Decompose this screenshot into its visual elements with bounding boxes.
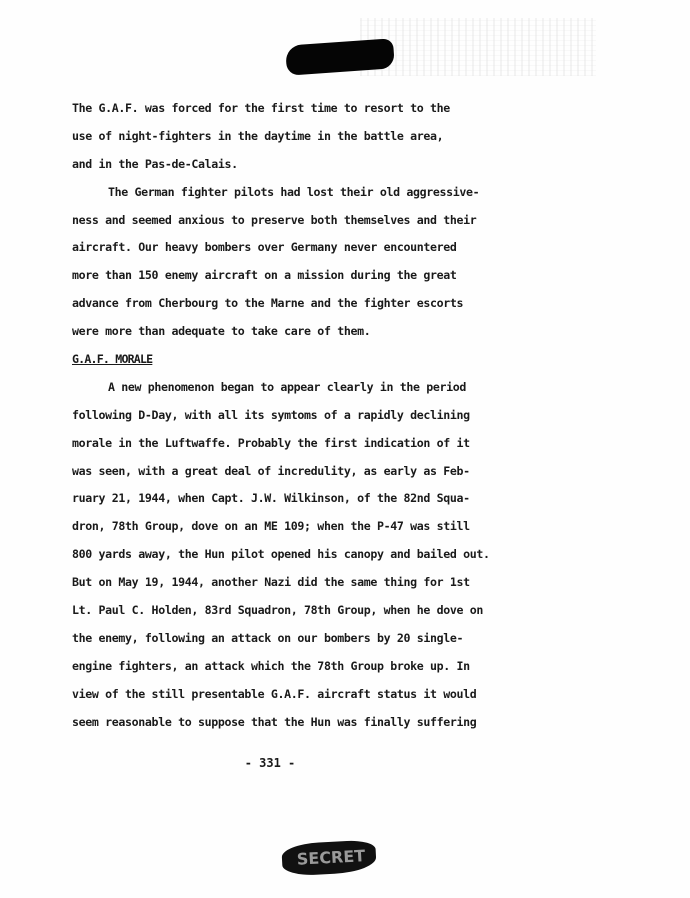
- text-line: The G.A.F. was forced for the first time to resort to the: [72, 101, 450, 115]
- section-heading: G.A.F. MORALE: [72, 352, 153, 367]
- text-line: engine fighters, an attack which the 78th Group broke up. In: [72, 658, 470, 673]
- text-line: 800 yards away, the Hun pilot opened his canopy and bailed out.: [72, 547, 490, 562]
- text-line: A new phenomenon began to appear clearly in the period: [108, 379, 467, 394]
- text-line: and in the Pas-de-Calais.: [72, 156, 238, 171]
- text-line: dron, 78th Group, dove on an ME 109; when the P-47 was still: [72, 519, 470, 534]
- text-line: use of night-fighters in the daytime in the battle area,: [72, 128, 444, 143]
- text-line: advance from Cherbourg to the Marne and the fighter escorts: [72, 296, 464, 311]
- text-line: ruary 21, 1944, when Capt. J.W. Wilkinson, of the 82nd Squa-: [72, 491, 470, 506]
- text-line: But on May 19, 1944, another Nazi did the same thing for 1st: [72, 575, 470, 590]
- text-line: was seen, with a great deal of incredulity, as early as Feb-: [72, 463, 470, 478]
- secret-stamp-label: SECRET: [296, 846, 366, 869]
- page-number: - 331 -: [244, 756, 296, 770]
- text-line: aircraft. Our heavy bombers over Germany never encountered: [72, 240, 457, 255]
- text-line: the enemy, following an attack on our bombers by 20 single-: [72, 630, 464, 645]
- faint-stamp-mark: [360, 18, 596, 76]
- text-line: The German fighter pilots had lost their old aggressive-: [108, 184, 480, 199]
- text-line: view of the still presentable G.A.F. aircraft status it would: [72, 686, 477, 701]
- text-line: following D-Day, with all its symtoms of a rapidly declining: [72, 407, 470, 422]
- text-line: more than 150 enemy aircraft on a mission during the great: [72, 268, 457, 283]
- text-line: Lt. Paul C. Holden, 83rd Squadron, 78th Group, when he dove on: [72, 603, 484, 618]
- text-line: were more than adequate to take care of them.: [72, 324, 371, 339]
- body-text: [72, 98, 542, 739]
- text-line: ness and seemed anxious to preserve both themselves and their: [72, 212, 477, 227]
- text-line: morale in the Luftwaffe. Probably the first indication of it: [72, 435, 470, 450]
- text-line: seem reasonable to suppose that the Hun was finally suffering: [72, 714, 477, 729]
